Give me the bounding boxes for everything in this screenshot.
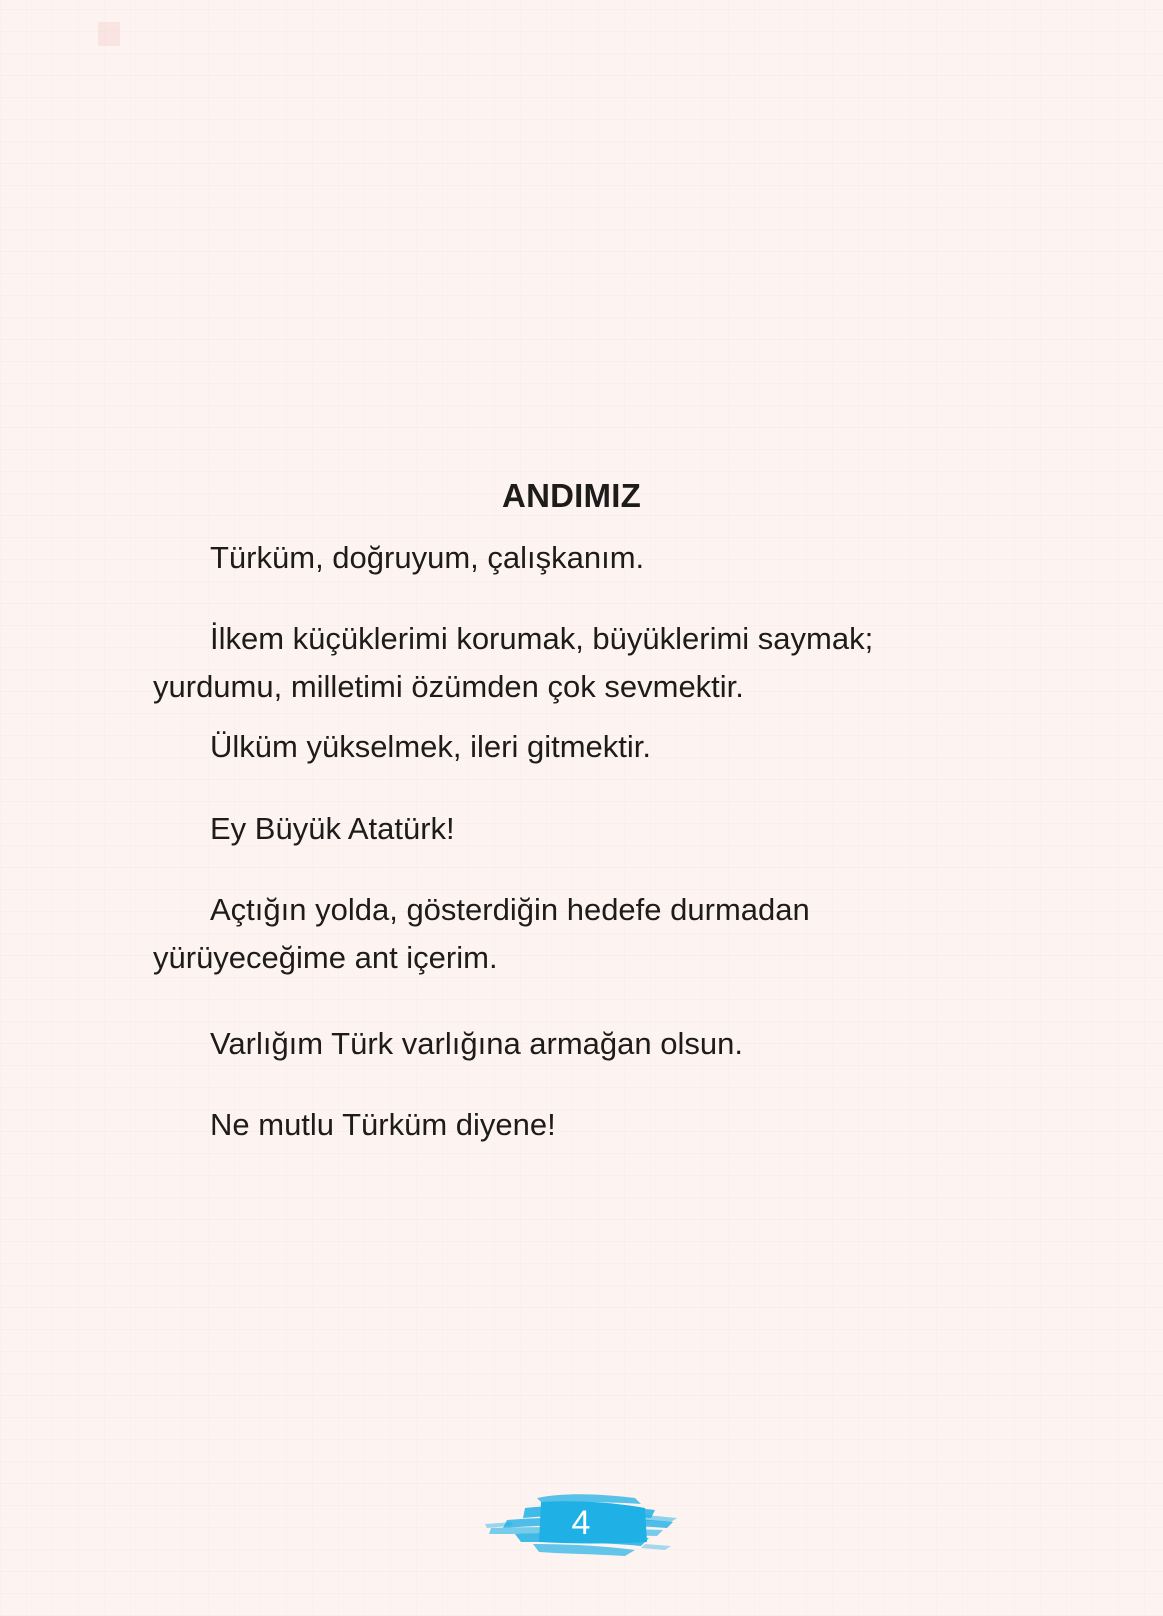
pledge-line-6: Varlığım Türk varlığına armağan olsun. [210, 1026, 743, 1061]
page-title: ANDIMIZ [502, 477, 641, 514]
page-number: 4 [571, 1504, 591, 1542]
page-number-badge [485, 1484, 677, 1562]
pledge-line-2: İlkem küçüklerimi korumak, büyüklerimi saymak; yurdumu, milletimi özümden çok sevmektir. [153, 621, 874, 704]
corner-mark [98, 22, 120, 46]
pledge-line-3: Ülküm yükselmek, ileri gitmektir. [210, 729, 651, 764]
pledge-line-4: Ey Büyük Atatürk! [210, 811, 455, 846]
pledge-line-1: Türküm, doğruyum, çalışkanım. [210, 540, 645, 575]
pledge-line-5: Açtığın yolda, gösterdiğin hedefe durmadan yürüyeceğime ant içerim. [153, 892, 810, 975]
pledge-line-7: Ne mutlu Türküm diyene! [210, 1107, 556, 1142]
